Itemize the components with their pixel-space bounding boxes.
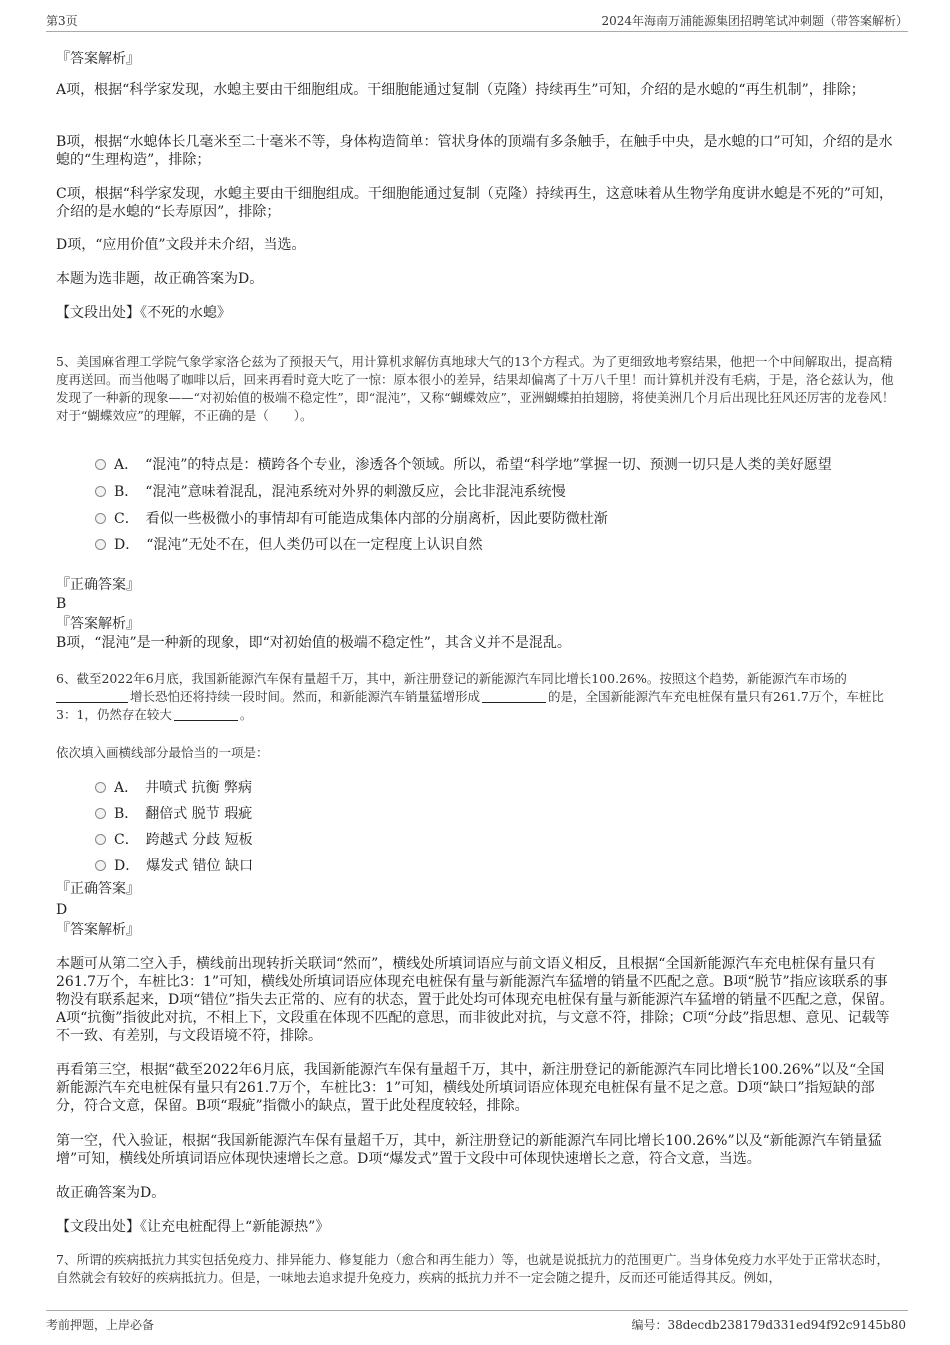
footer-slogan: 考前押题，上岸必备 bbox=[46, 1318, 155, 1332]
option-text: A． 井喷式 抗衡 弊病 bbox=[114, 780, 253, 796]
q5-option-b[interactable] bbox=[95, 483, 566, 501]
q5-option-d[interactable] bbox=[95, 536, 483, 554]
footer-divider bbox=[46, 1310, 908, 1311]
q5-analysis-label: 『答案解析』 bbox=[56, 616, 140, 632]
q6-stem-part: 6、截至2022年6月底，我国新能源汽车保有量超千万，其中，新注册登记的新能源汽车同比增长100.26%。按照这个趋势，新能源汽车市场的 bbox=[56, 671, 847, 686]
q4-analysis-c: C项，根据“科学家发现，水螅主要由干细胞组成。干细胞能通过复制（克隆）持续再生，这意味着从生物学角度讲水螅是不死的”可知，介绍的是水螅的“长寿原因”，排除； bbox=[56, 186, 894, 220]
q5-option-c[interactable] bbox=[95, 510, 608, 528]
q5-answer-label: 『正确答案』 bbox=[56, 577, 140, 593]
q6-answer: D bbox=[56, 902, 68, 918]
q6-source: 【文段出处】《让充电桩配得上“新能源热”》 bbox=[56, 1219, 330, 1235]
radio-icon[interactable] bbox=[95, 459, 106, 470]
option-text: C． 跨越式 分歧 短板 bbox=[114, 832, 253, 848]
q4-analysis-a: A项，根据“科学家发现，水螅主要由干细胞组成。干细胞能通过复制（克隆）持续再生”可知，介绍的是水螅的“再生机制”，排除； bbox=[56, 82, 865, 98]
q6-option-b[interactable] bbox=[95, 805, 252, 823]
q6-analysis-para1: 本题可从第二空入手，横线前出现转折关联词“然而”，横线处所填词语应与前文语义相反，且根据“全国新能源汽车充电桩保有量只有261.7万个，车桩比3：1”可知，横线处所填词语应体现充电桩保有量与新能源汽车猛增的销量不匹配之意。B项“脱节”指应该联系的事物没有联系起来，D项“错位”指失去正常的、应有的状态，置于此处均可体现充电桩保有量与新能源汽车猛增的销量不匹配之意，保留。A项“抗衡”指彼此对抗，不相上下，文段重在体现不匹配的意思，而非彼此对抗，与文意不符，排除；C项“分歧”指思想、意见、记载等不一致、有差别，与文段语境不符，排除。 bbox=[56, 956, 894, 1044]
q6-analysis-para2: 再看第三空，根据“截至2022年6月底，我国新能源汽车保有量超千万，其中，新注册登记的新能源汽车同比增长100.26%”以及“全国新能源汽车充电桩保有量只有261.7万个，车桩比3：1”可知，横线处所填词语应体现充电桩保有量不足之意。D项“缺口”指短缺的部分，符合文意，保留。B项“瑕疵”指微小的缺点，置于此处程度较轻，排除。 bbox=[56, 1062, 885, 1114]
q6-option-c[interactable] bbox=[95, 831, 253, 849]
document-title: 2024年海南万浦能源集团招聘笔试冲刺题（带答案解析） bbox=[601, 14, 908, 28]
q5-answer: B bbox=[56, 596, 67, 612]
q6-stem-part: 增长恐怕还将持续一段时间。然而，和新能源汽车销量猛增形成 bbox=[130, 689, 481, 704]
fill-blank-1 bbox=[56, 690, 128, 703]
q5-analysis: B项，“混沌”是一种新的现象，即“对初始值的极端不稳定性”，其含义并不是混乱。 bbox=[56, 635, 571, 651]
q6-option-a[interactable] bbox=[95, 779, 252, 797]
radio-icon[interactable] bbox=[95, 782, 106, 793]
fill-blank-3 bbox=[174, 708, 238, 721]
q7-stem: 7、所谓的疾病抵抗力其实包括免疫力、排异能力、修复能力（愈合和再生能力）等，也就是说抵抗力的范围更广。当身体免疫力水平处于正常状态时，自然就会有较好的疾病抵抗力。但是，一味地去追求提升免疫力，疾病的抵抗力并不一定会随之提升，反而还可能适得其反。例如， bbox=[56, 1252, 889, 1285]
option-text: D． “混沌”无处不在，但人类仍可以在一定程度上认识自然 bbox=[114, 537, 483, 553]
q6-conclusion: 故正确答案为D。 bbox=[56, 1185, 166, 1201]
q4-analysis-label: 『答案解析』 bbox=[56, 51, 140, 67]
option-text: D． 爆发式 错位 缺口 bbox=[114, 858, 254, 874]
radio-icon[interactable] bbox=[95, 513, 106, 524]
page-number: 第3页 bbox=[46, 14, 78, 28]
q6-option-d[interactable] bbox=[95, 857, 253, 875]
q5-stem: 5、美国麻省理工学院气象学家洛仑兹为了预报天气，用计算机求解仿真地球大气的13个方程式。为了更细致地考察结果，他把一个中间解取出，提高精度再送回。而当他喝了咖啡以后，回来再看时竟大吃了一惊：原本很小的差异，结果却偏离了十万八千里！而计算机并没有毛病，于是，洛仑兹认为，他发现了一种新的现象——“对初始值的极端不稳定性”，即“混沌”，又称“蝴蝶效应”，亚洲蝴蝶拍拍翅膀，将使美洲几个月后出现比狂风还厉害的龙卷风！ bbox=[56, 354, 895, 405]
radio-icon[interactable] bbox=[95, 808, 106, 819]
radio-icon[interactable] bbox=[95, 834, 106, 845]
q6-analysis-label: 『答案解析』 bbox=[56, 922, 140, 938]
q4-source: 【文段出处】《不死的水螅》 bbox=[56, 305, 231, 321]
q6-prompt: 依次填入画横线部分最恰当的一项是： bbox=[56, 745, 269, 760]
q4-conclusion: 本题为选非题，故正确答案为D。 bbox=[56, 271, 264, 287]
radio-icon[interactable] bbox=[95, 486, 106, 497]
q6-stem-part: 的是，全国新能源汽车充电桩保有量只有261.7万个， bbox=[548, 689, 847, 704]
q6-analysis-para3: 第一空，代入验证，根据“我国新能源汽车保有量超千万，其中，新注册登记的新能源汽车同比增长100.26%”以及“新能源汽车销量猛增”可知，横线处所填词语应体现快速增长之意。D项“爆发式”置于文段中可体现快速增长之意，符合文意，当选。 bbox=[56, 1133, 882, 1167]
q5-option-a[interactable] bbox=[95, 456, 832, 474]
header-divider bbox=[46, 31, 908, 32]
option-text: C． 看似一些极微小的事情却有可能造成集体内部的分崩离析，因此要防微杜渐 bbox=[114, 511, 608, 527]
fill-blank-2 bbox=[482, 690, 546, 703]
option-text: B． 翻倍式 脱节 瑕疵 bbox=[114, 806, 253, 822]
radio-icon[interactable] bbox=[95, 860, 106, 871]
q5-prompt: 对于“蝴蝶效应”的理解，不正确的是（ ）。 bbox=[56, 408, 313, 423]
page-header bbox=[0, 0, 950, 33]
q4-analysis-d: D项，“应用价值”文段并未介绍，当选。 bbox=[56, 237, 306, 253]
q6-answer-label: 『正确答案』 bbox=[56, 881, 140, 897]
radio-icon[interactable] bbox=[95, 539, 106, 550]
q4-analysis-b: B项，根据“水螅体长几毫米至二十毫米不等，身体构造简单：管状身体的顶端有多条触手，在触手中央，是水螅的口”可知，介绍的是水螅的“生理构造”，排除； bbox=[56, 134, 893, 168]
q6-stem-part: 车桩比3：1，仍然存在较大 bbox=[56, 689, 884, 722]
option-text: A． “混沌”的特点是：横跨各个专业，渗透各个领域。所以，希望“科学地”掌握一切、预测一切只是人类的美好愿望 bbox=[114, 457, 832, 473]
q6-stem-part: 。 bbox=[239, 707, 253, 722]
page-footer bbox=[0, 1310, 950, 1345]
q6-stem bbox=[56, 670, 898, 724]
option-text: B． “混沌”意味着混乱，混沌系统对外界的刺激反应，会比非混沌系统慢 bbox=[114, 484, 566, 500]
document-code: 编号：38decdb238179d331ed94f92c9145b80 bbox=[631, 1318, 906, 1332]
